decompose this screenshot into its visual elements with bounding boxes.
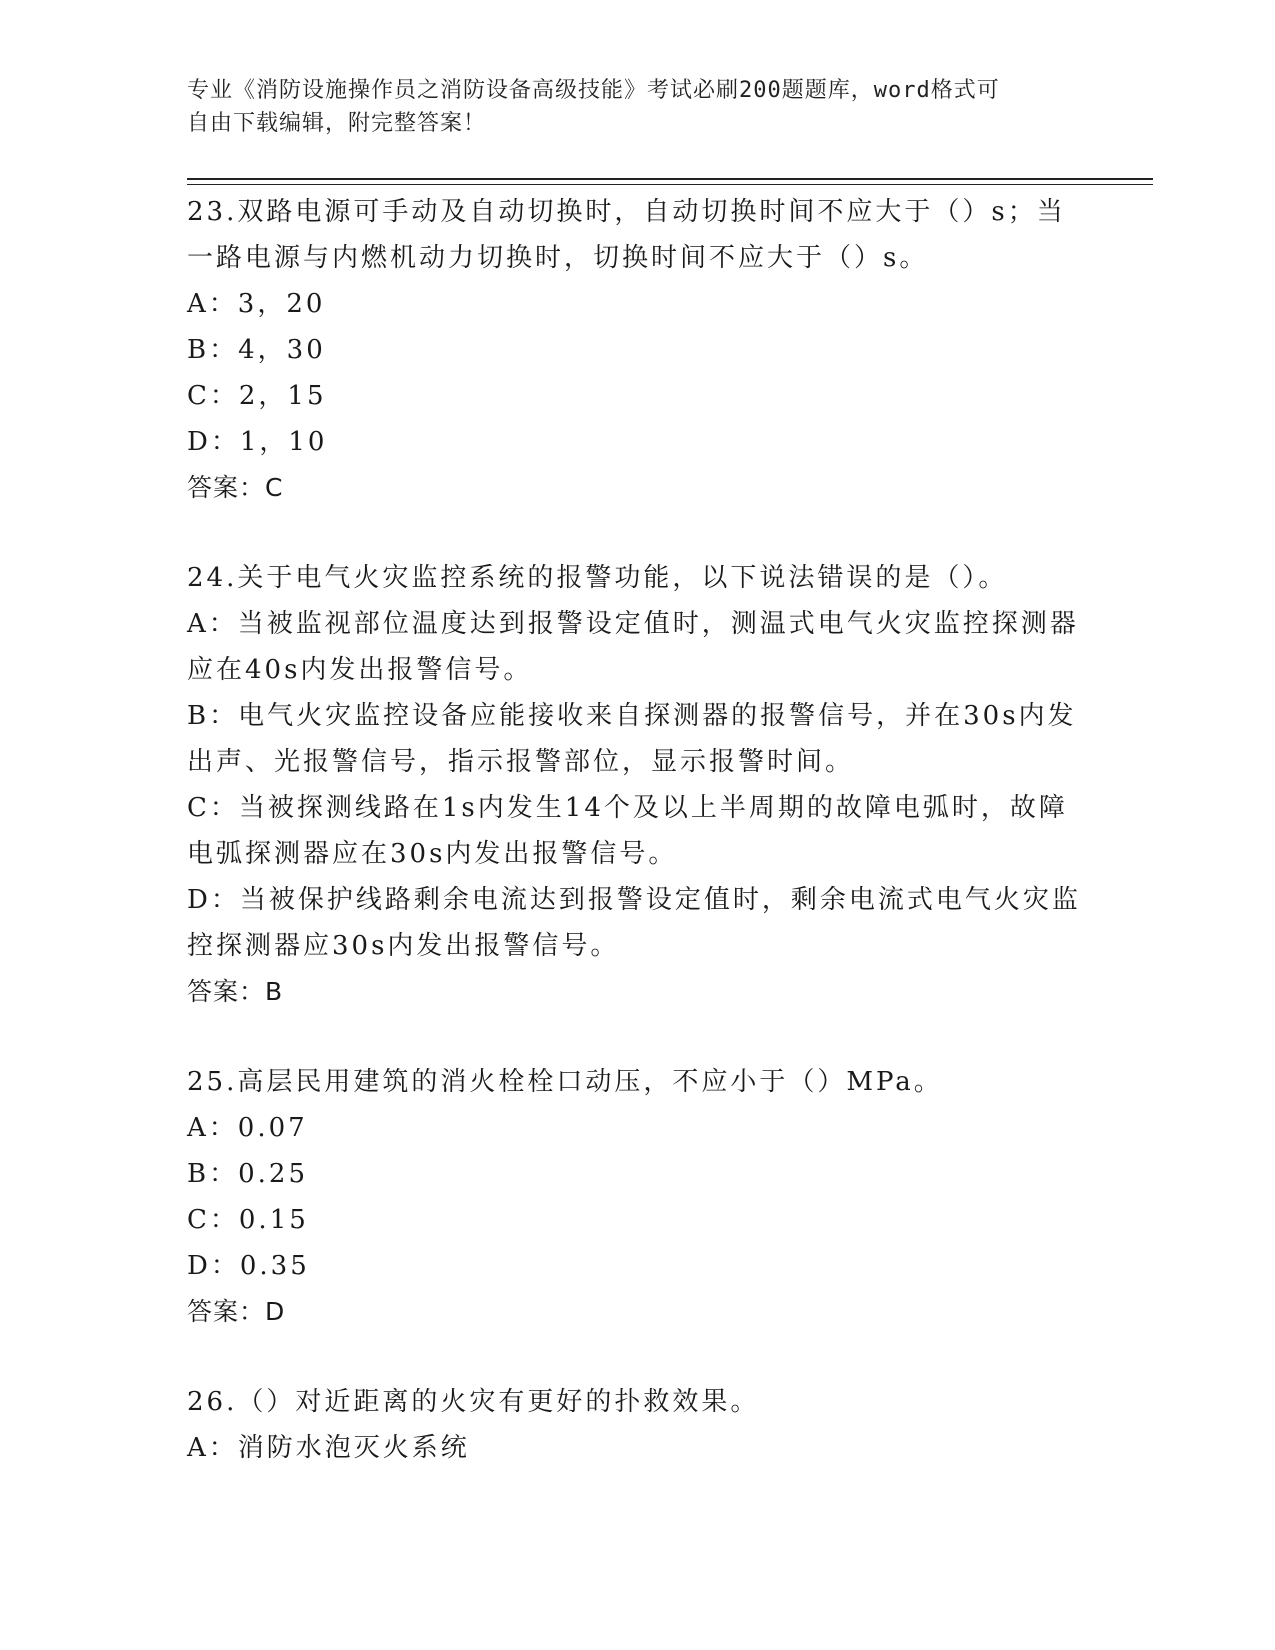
option-c: C：2，15 xyxy=(187,381,327,411)
option-c-continued: 电弧探测器应在30s内发出报警信号。 xyxy=(187,839,678,869)
answer-line: 答案：D xyxy=(187,1297,286,1326)
option-b-continued: 出声、光报警信号，指示报警部位，显示报警时间。 xyxy=(187,747,855,777)
header-line-1: 专业《消防设施操作员之消防设备高级技能》考试必刷200题题库，word格式可 xyxy=(187,78,1000,103)
question-stem-line: 26.（）对近距离的火灾有更好的扑救效果。 xyxy=(187,1387,760,1417)
option-a-continued: 应在40s内发出报警信号。 xyxy=(187,655,533,685)
option-d: D：当被保护线路剩余电流达到报警设定值时，剩余电流式电气火灾监 xyxy=(187,885,1081,915)
question-26 xyxy=(187,1379,1087,1471)
option-c: C：当被探测线路在1s内发生14个及以上半周期的故障电弧时，故障 xyxy=(187,793,1068,823)
question-list xyxy=(187,189,1087,1471)
header-divider-thin xyxy=(187,184,1153,185)
header-line-2: 自由下载编辑，附完整答案！ xyxy=(187,111,487,136)
question-24 xyxy=(187,555,1087,1015)
document-header xyxy=(187,74,1087,140)
answer-line: 答案：C xyxy=(187,473,284,502)
option-c: C：0.15 xyxy=(187,1205,309,1235)
question-stem-line: 一路电源与内燃机动力切换时，切换时间不应大于（）s。 xyxy=(187,243,929,273)
question-stem-line: 25.高层民用建筑的消火栓栓口动压，不应小于（）MPa。 xyxy=(187,1067,943,1097)
option-a: A：消防水泡灭火系统 xyxy=(187,1433,470,1463)
question-stem-line: 23.双路电源可手动及自动切换时，自动切换时间不应大于（）s；当 xyxy=(187,197,1066,227)
option-a: A：0.07 xyxy=(187,1113,308,1143)
question-25 xyxy=(187,1059,1087,1335)
option-a: A：当被监视部位温度达到报警设定值时，测温式电气火灾监控探测器 xyxy=(187,609,1079,639)
option-b: B：0.25 xyxy=(187,1159,308,1189)
question-23 xyxy=(187,189,1087,511)
option-d-continued: 控探测器应30s内发出报警信号。 xyxy=(187,931,620,961)
option-b: B：电气火灾监控设备应能接收来自探测器的报警信号，并在30s内发 xyxy=(187,701,1077,731)
answer-line: 答案：B xyxy=(187,977,284,1006)
option-d: D：0.35 xyxy=(187,1251,310,1281)
option-a: A：3，20 xyxy=(187,289,326,319)
question-stem-line: 24.关于电气火灾监控系统的报警功能，以下说法错误的是（）。 xyxy=(187,563,1008,593)
option-d: D：1，10 xyxy=(187,427,328,457)
header-divider-thick xyxy=(187,178,1153,180)
option-b: B：4，30 xyxy=(187,335,326,365)
